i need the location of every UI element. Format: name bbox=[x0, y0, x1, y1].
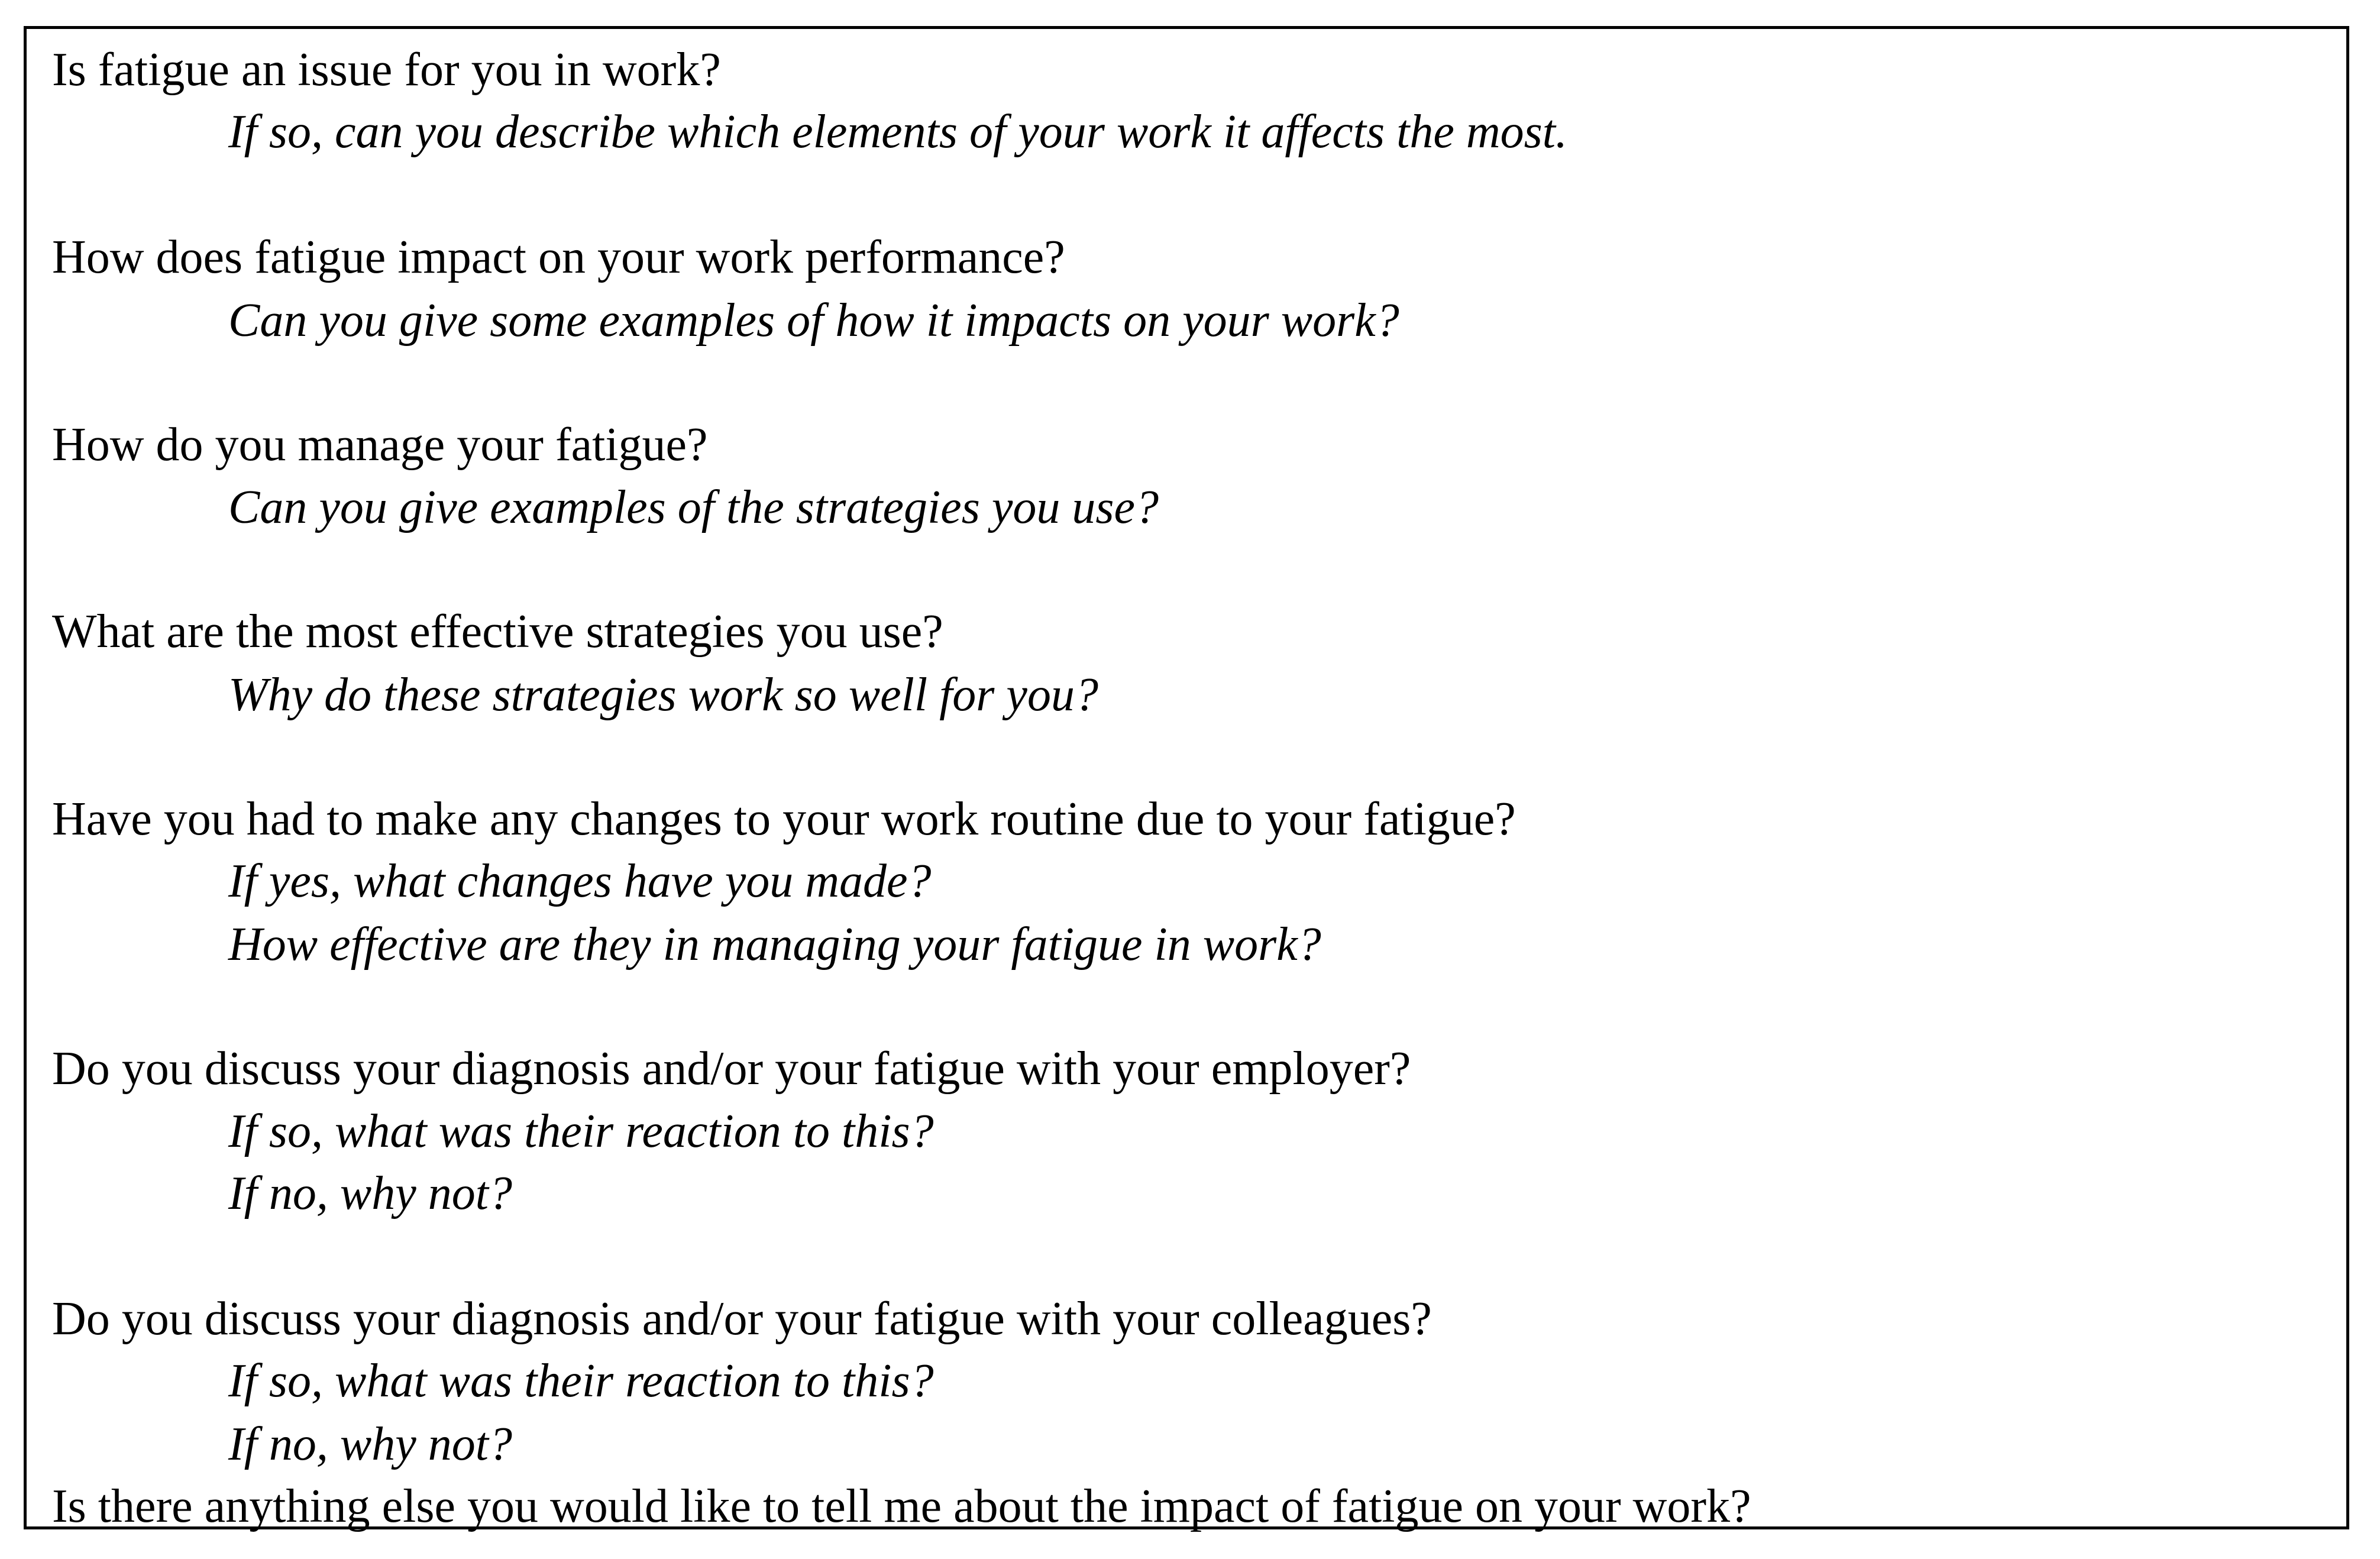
prompt-2-1: Can you give some examples of how it impacts on your work? bbox=[228, 295, 1399, 347]
prompt-4-1: Why do these strategies work so well for you? bbox=[228, 669, 1098, 721]
question-5: Have you had to make any changes to your work routine due to your fatigue? bbox=[52, 793, 1516, 845]
question-6: Do you discuss your diagnosis and/or your fatigue with your employer? bbox=[52, 1043, 1411, 1095]
question-7: Do you discuss your diagnosis and/or your fatigue with your colleagues? bbox=[52, 1293, 1432, 1345]
question-1: Is fatigue an issue for you in work? bbox=[52, 44, 721, 96]
question-3: How do you manage your fatigue? bbox=[52, 419, 708, 471]
prompt-5-1: If yes, what changes have you made? bbox=[228, 855, 932, 907]
question-4: What are the most effective strategies you use? bbox=[52, 606, 943, 658]
prompt-7-2: If no, why not? bbox=[228, 1418, 512, 1470]
prompt-7-1: If so, what was their reaction to this? bbox=[228, 1355, 934, 1407]
prompt-3-1: Can you give examples of the strategies you use? bbox=[228, 481, 1159, 533]
prompt-5-2: How effective are they in managing your fatigue in work? bbox=[228, 918, 1321, 971]
prompt-6-2: If no, why not? bbox=[228, 1167, 512, 1220]
prompt-6-1: If so, what was their reaction to this? bbox=[228, 1105, 934, 1157]
question-8: Is there anything else you would like to tell me about the impact of fatigue on your work? bbox=[52, 1480, 1751, 1532]
prompt-1-1: If so, can you describe which elements of your work it affects the most. bbox=[228, 106, 1568, 158]
question-2: How does fatigue impact on your work performance? bbox=[52, 231, 1065, 283]
